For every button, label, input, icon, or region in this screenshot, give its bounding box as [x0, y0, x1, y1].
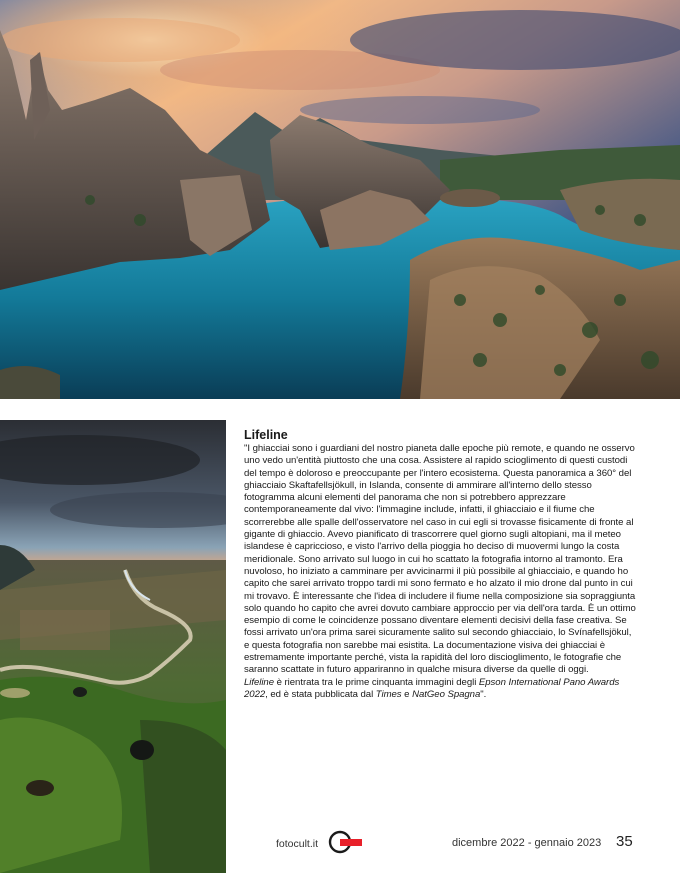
caption-text-2: , ed è stata pubblicata dal [265, 688, 376, 700]
page-footer [0, 826, 680, 858]
site-name: fotocult.it [276, 838, 319, 850]
river-valley-illustration [0, 420, 226, 873]
article-column [244, 428, 636, 701]
side-aerial-photo [0, 420, 226, 873]
caption-publication-1: Times [375, 688, 402, 700]
caption-end: ". [480, 688, 487, 700]
caption-publication-2: NatGeo Spagna [412, 688, 481, 700]
issue-date: dicembre 2022 - gennaio 2023 [452, 837, 602, 849]
fotocult-logo-icon [328, 830, 362, 854]
caption-lead: Lifeline [244, 676, 275, 688]
caption-award: Epson International Pano Awards 2022 [244, 676, 620, 700]
top-panorama-photo [0, 0, 680, 399]
caption-text-1: è rientrata tra le prime cinquanta immagini degli [274, 676, 479, 688]
caption-text-3: e [401, 688, 413, 700]
page-number: 35 [616, 833, 633, 850]
article-caption [244, 677, 636, 702]
article-title: Lifeline [244, 428, 288, 442]
lake-mountains-illustration [0, 0, 680, 399]
article-body: "I ghiacciai sono i guardiani del nostro pianeta dalle epoche più remote, e quando ne osservo uno vedo un'entità piuttosto che una cosa. Assistere al rapido scioglimento di questi custodi del tempo è doloroso e preoccupante per l'intero ecosistema. Questa panoramica a 360° del ghiacciaio Skaftafellsjökull, in Islanda, consente di ammirare all'interno dello stesso fotogramma alcuni elementi del panorama che non si potrebbero apprezzare contemporaneamente dal vivo: l'immagine include, infatti, il ghiacciaio e il fiume che scorrerebbe alle spalle dell'osservatore nel caso in cui egli si trovasse fisicamente di fronte al gigante di ghiaccio. Avevo pianificato di trascorrere quel giorno sugli altopiani, ma il meteo islandese è capriccioso, e visto l'arrivo della pioggia ho deciso di muovermi lungo la costa meridionale. Sono arrivato sul luogo in cui ho scattato la fotografia intorno al tramonto. Era nuvoloso, ho iniziato a camminare per avvicinarmi il più possibile al ghiacciaio, e quando ho capito che sarei arrivato troppo tardi mi sono fermato e ho alzato il mio drone dal punto in cui mi trovavo. È interessante che l'idea di includere il fiume nella composizione sia sopraggiunta solo quando ho capito che avrei dovuto cambiare approccio per via dell'ora tarda. È un ottimo esempio di come le coincidenze possano diventare elementi decisivi della fase creativa. Se fossi arrivato un'ora prima sarei sicuramente salito sul secondo ghiacciaio, lo Svínafellsjökul, e questa fotografia non sarebbe mai esistita. La documentazione visiva dei ghiacciai è estremamente importante perché, vista la rapidità del loro discioglimento, le fotografie che saranno scattate in futuro appariranno in qualche misura diverse da quelle di oggi. [244, 443, 636, 676]
